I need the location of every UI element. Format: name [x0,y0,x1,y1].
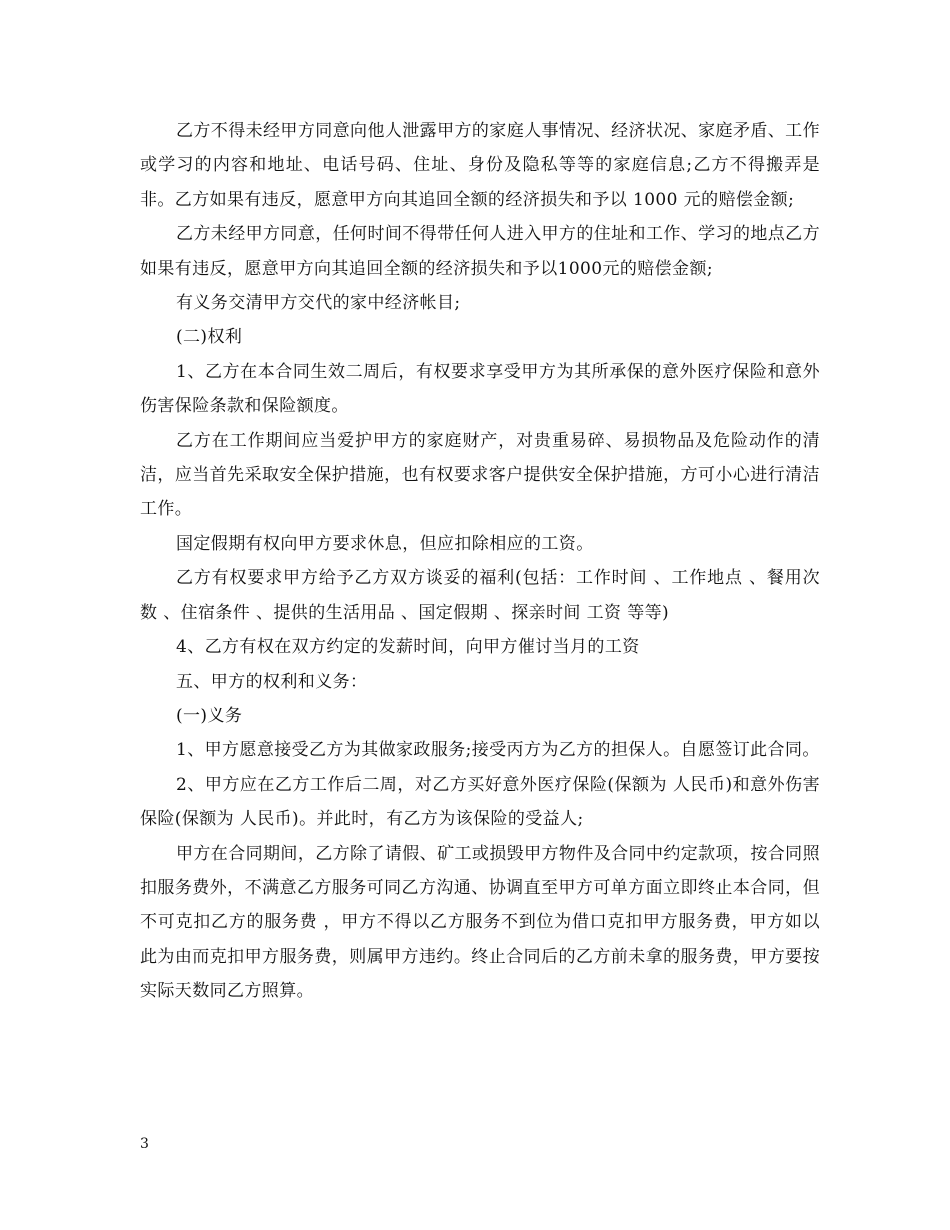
document-body [140,114,820,1009]
paragraph-accept-service: 1、甲方愿意接受乙方为其做家政服务;接受丙方为乙方的担保人。自愿签订此合同。 [176,740,820,761]
paragraph-accounts: 有义务交清甲方交代的家中经济帐目; [176,293,461,314]
paragraph-confidentiality: 乙方不得未经甲方同意向他人泄露甲方的家庭人事情况、经济状况、家庭矛盾、工作或学习的内容和地址、电话号码、住址、身份及隐私等等的家庭信息;乙方不得搬弄是非。乙方如果有违反，愿意甲方向其追回全额的经济损失和予以 1000 元的赔偿金额; [140,121,820,210]
section-heading-rights: (二)权利 [176,327,243,348]
paragraph-property-care: 乙方在工作期间应当爱护甲方的家庭财产，对贵重易碎、易损物品及危险动作的清洁，应当首先采取安全保护措施，也有权要求客户提供安全保护措施，方可小心进行清洁工作。 [140,430,820,520]
section-heading-obligations: (一)义务 [176,705,243,726]
page-number: 3 [140,1136,149,1152]
paragraph-insurance-right: 1、乙方在本合同生效二周后，有权要求享受甲方为其所承保的意外医疗保险和意外伤害保险条款和保险额度。 [140,361,820,417]
paragraph-buy-insurance: 2、甲方应在乙方工作后二周，对乙方买好意外医疗保险(保额为 人民币)和意外伤害保险(保额为 人民币)。并此时，有乙方为该保险的受益人; [140,774,820,830]
paragraph-termination: 甲方在合同期间，乙方除了请假、矿工或损毁甲方物件及合同中约定款项，按合同照扣服务费外，不满意乙方服务可同乙方沟通、协调直至甲方可单方面立即终止本合同，但不可克扣乙方的服务费 ，甲方不得以乙方服务不到位为借口克扣甲方服务费，甲方如以此为由而克扣甲方服务费，则属甲方违约。终止合同后的乙方前未拿的服务费，甲方要按实际天数同乙方照算。 [140,843,820,1002]
paragraph-wages: 4、乙方有权在双方约定的发薪时间，向甲方催讨当月的工资 [176,637,640,658]
paragraph-no-visitors: 乙方未经甲方同意，任何时间不得带任何人进入甲方的住址和工作、学习的地点乙方如果有违反，愿意甲方向其追回全额的经济损失和予以1000元的赔偿金额; [140,224,820,279]
paragraph-benefits: 乙方有权要求甲方给予乙方双方谈妥的福利(包括：工作时间 、工作地点 、餐用次数 、住宿条件 、提供的生活用品 、国定假期 、探亲时间 工资 等等) [140,568,820,623]
section-heading-party-a: 五、甲方的权利和义务： [176,671,368,692]
paragraph-holidays: 国定假期有权向甲方要求休息，但应扣除相应的工资。 [176,533,594,554]
